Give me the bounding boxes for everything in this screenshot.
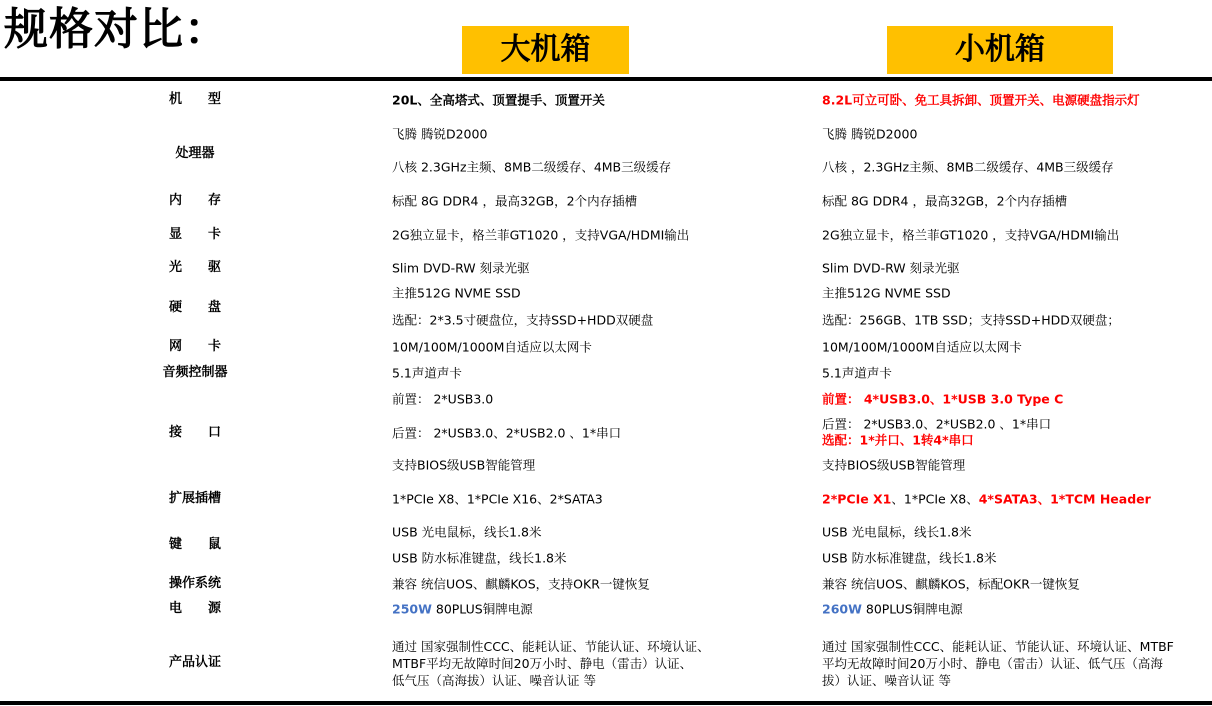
small-ports-option: 选配：1*并口、1转4*串口 xyxy=(822,432,974,448)
small-cpu-model: 飞腾 腾锐D2000 xyxy=(822,126,918,142)
label-model: 机 型 xyxy=(168,92,221,107)
small-psu-watt: 260W xyxy=(822,601,862,617)
small-ports-front: 前置： 4*USB3.0、1*USB 3.0 Type C xyxy=(822,391,1064,407)
big-mouse: USB 光电鼠标，线长1.8米 xyxy=(392,524,542,540)
big-psu-watt: 250W xyxy=(392,601,432,617)
small-psu xyxy=(822,601,963,618)
big-ports-front: 前置： 2*USB3.0 xyxy=(392,391,494,407)
small-disk-option: 选配：256GB、1TB SSD；支持SSD+HDD双硬盘； xyxy=(822,312,1120,328)
small-cert-3: 拔）认证、噪音认证 等 xyxy=(822,673,951,688)
small-audio: 5.1声道声卡 xyxy=(822,365,892,381)
top-rule xyxy=(0,77,1212,81)
big-ports-bios: 支持BIOS级USB智能管理 xyxy=(392,457,536,473)
big-ports-rear: 后置： 2*USB3.0、2*USB2.0 、1*串口 xyxy=(392,425,622,441)
big-cpu-model: 飞腾 腾锐D2000 xyxy=(392,126,488,142)
big-model: 20L、全高塔式、顶置提手、顶置开关 xyxy=(392,92,605,108)
column-header-big-case: 大机箱 xyxy=(462,26,629,74)
small-cpu-spec: 八核 ，2.3GHz主频、8MB二级缓存、4MB三级缓存 xyxy=(822,159,1114,175)
big-psu-desc: 80PLUS铜牌电源 xyxy=(431,601,533,617)
small-expansion-pcie-x8: 、1*PCIe X8、 xyxy=(891,491,979,507)
small-optical: Slim DVD-RW 刻录光驱 xyxy=(822,260,960,276)
label-audio: 音频控制器 xyxy=(162,365,228,380)
small-cert-1: 通过 国家强制性CCC、能耗认证、节能认证、环境认证、MTBF xyxy=(822,639,1174,654)
small-gpu: 2G独立显卡，格兰菲GT1020 ，支持VGA/HDMI输出 xyxy=(822,227,1120,243)
big-nic: 10M/100M/1000M自适应以太网卡 xyxy=(392,339,592,355)
big-keyboard: USB 防水标准键盘，线长1.8米 xyxy=(392,550,567,566)
small-expansion-sata-tcm: 4*SATA3、1*TCM Header xyxy=(978,491,1151,507)
label-cert: 产品认证 xyxy=(168,655,221,670)
small-keyboard: USB 防水标准键盘，线长1.8米 xyxy=(822,550,997,566)
label-disk: 硬 盘 xyxy=(168,300,221,315)
small-mouse: USB 光电鼠标，线长1.8米 xyxy=(822,524,972,540)
label-nic: 网 卡 xyxy=(168,339,221,354)
big-disk-option: 选配：2*3.5寸硬盘位，支持SSD+HDD双硬盘 xyxy=(392,312,654,328)
small-disk-main: 主推512G NVME SSD xyxy=(822,285,951,301)
big-psu xyxy=(392,601,533,618)
big-gpu: 2G独立显卡，格兰菲GT1020 ，支持VGA/HDMI输出 xyxy=(392,227,690,243)
big-optical: Slim DVD-RW 刻录光驱 xyxy=(392,260,530,276)
page-title: 规格对比： xyxy=(4,4,229,55)
big-memory: 标配 8G DDR4 ，最高32GB，2个内存插槽 xyxy=(392,193,638,209)
label-expansion: 扩展插槽 xyxy=(168,491,221,506)
small-expansion xyxy=(822,491,1151,508)
big-cpu-spec: 八核 2.3GHz主频、8MB二级缓存、4MB三级缓存 xyxy=(392,159,672,175)
label-memory: 内 存 xyxy=(168,193,221,208)
column-header-small-case: 小机箱 xyxy=(887,26,1113,74)
big-cert-3: 低气压（高海拔）认证、噪音认证 等 xyxy=(392,673,596,688)
big-cert-1: 通过 国家强制性CCC、能耗认证、节能认证、环境认证、 xyxy=(392,639,710,654)
small-ports-bios: 支持BIOS级USB智能管理 xyxy=(822,457,966,473)
small-os: 兼容 统信UOS、麒麟KOS，标配OKR一键恢复 xyxy=(822,576,1080,592)
small-ports-rear: 后置： 2*USB3.0、2*USB2.0 、1*串口 xyxy=(822,416,1052,432)
big-disk-main: 主推512G NVME SSD xyxy=(392,285,521,301)
small-cert-2: 平均无故障时间20万小时、静电（雷击）认证、低气压（高海 xyxy=(822,656,1163,671)
label-gpu: 显 卡 xyxy=(168,227,221,242)
big-os: 兼容 统信UOS、麒麟KOS，支持OKR一键恢复 xyxy=(392,576,650,592)
label-optical: 光 驱 xyxy=(168,260,221,275)
big-expansion: 1*PCIe X8、1*PCIe X16、2*SATA3 xyxy=(392,491,603,507)
label-keyboard-mouse: 键 鼠 xyxy=(168,537,221,552)
small-expansion-pcie-x1: 2*PCIe X1 xyxy=(822,491,892,507)
big-cert-2: MTBF平均无故障时间20万小时、静电（雷击）认证、 xyxy=(392,656,693,671)
label-cpu: 处理器 xyxy=(175,146,215,161)
small-psu-desc: 80PLUS铜牌电源 xyxy=(861,601,963,617)
small-memory: 标配 8G DDR4 ，最高32GB，2个内存插槽 xyxy=(822,193,1068,209)
label-ports: 接 口 xyxy=(168,425,221,440)
bottom-rule xyxy=(0,701,1212,705)
big-audio: 5.1声道声卡 xyxy=(392,365,462,381)
small-model: 8.2L可立可卧、免工具拆卸、顶置开关、电源硬盘指示灯 xyxy=(822,92,1140,108)
small-nic: 10M/100M/1000M自适应以太网卡 xyxy=(822,339,1022,355)
label-psu: 电 源 xyxy=(168,601,221,616)
label-os: 操作系统 xyxy=(168,576,221,591)
